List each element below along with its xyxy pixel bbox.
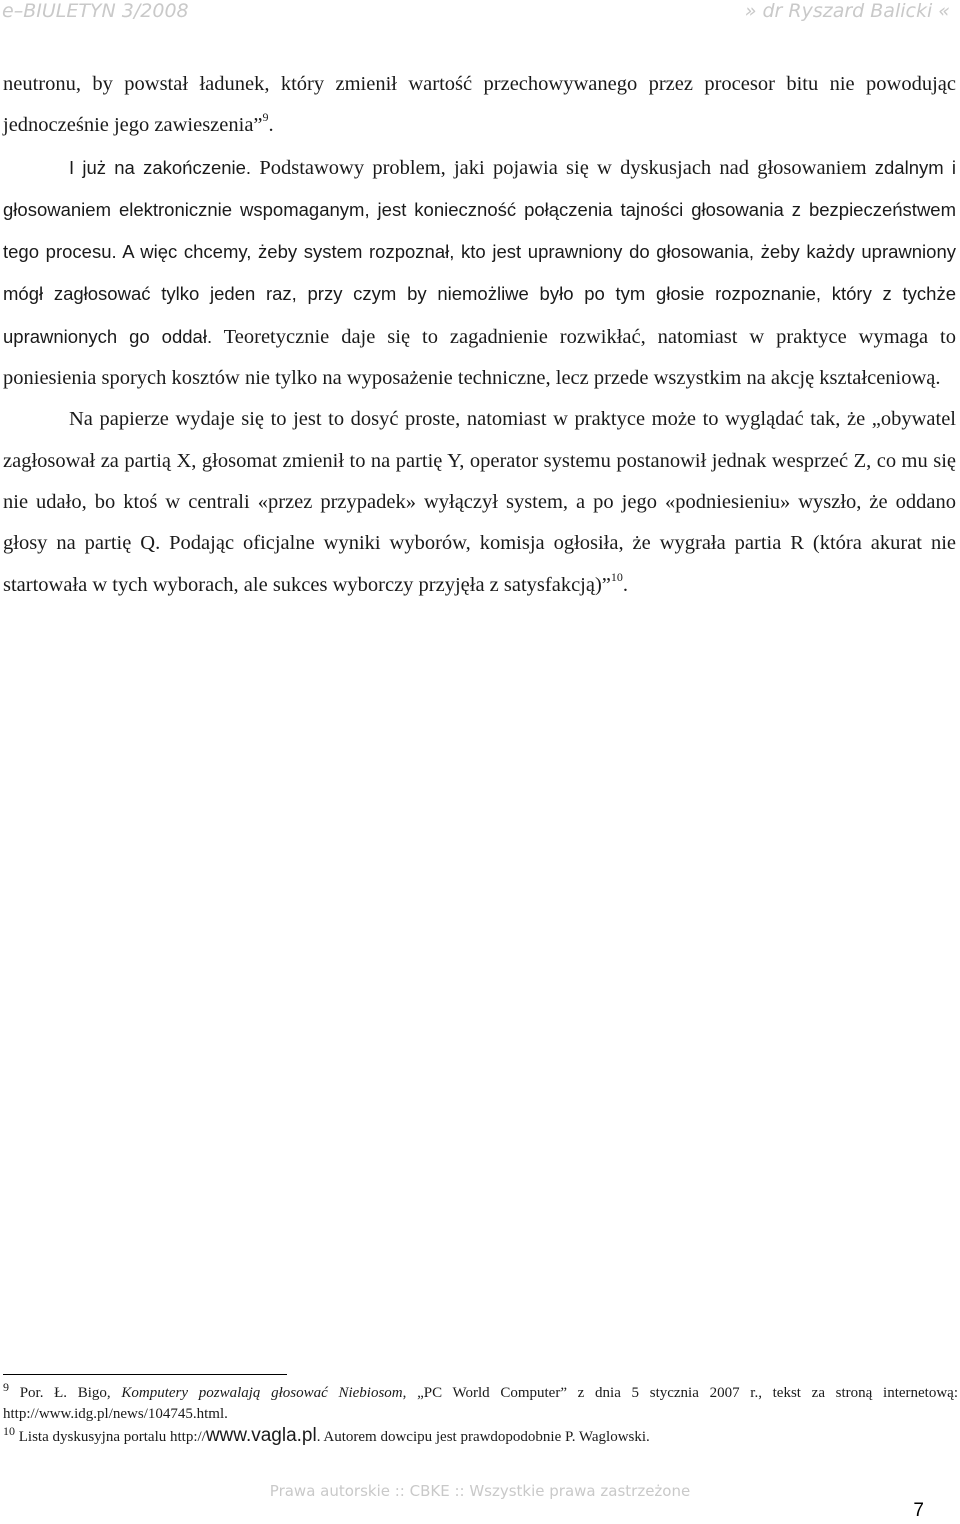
paragraph-2-serif-b: Teoretycznie daje się to zagadnienie rozwikłać, natomiast w praktyce wymaga to poniesienia sporych kosztów nie tylko na wyposażenie techniczne, lecz przede wszystkim na akcję kształceniową. bbox=[3, 325, 956, 390]
copyright-footer: Prawa autorskie :: CBKE :: Wszystkie prawa zastrzeżone bbox=[269, 1482, 691, 1500]
page-number: 7 bbox=[913, 1500, 924, 1521]
footnote-9 bbox=[3, 1380, 958, 1425]
footnote-title: Komputery pozwalają głosować Niebiosom bbox=[121, 1385, 403, 1401]
paragraph-3 bbox=[3, 399, 956, 605]
journal-title: e–BIULETYN 3/2008 bbox=[2, 0, 189, 22]
page-header bbox=[0, 0, 960, 26]
footnote-text: . Autorem dowcipu jest prawdopodobnie P. Waglowski. bbox=[316, 1429, 650, 1445]
paragraph-3-text: Na papierze wydaje się to jest to dosyć proste, natomiast w praktyce może to wyglądać tak, że „obywatel zagłosował za partią X, głosomat zmienił to na partię Y, operator systemu postanowił jednak wesprzeć Z, co mu się nie udało, bo ktoś w centrali «przez przypadek» wyłączył system, a po jego «podniesieniu» wyszło, że oddano głosy na partię Q. Podając oficjalne wyniki wyborów, komisja ogłosiła, że wygrała partia R (która akurat nie startowała w tych wyborach, ale sukces wyborczy przyjęła z satysfakcją)” bbox=[3, 408, 956, 596]
footnote-number: 9 bbox=[3, 1380, 9, 1394]
footnote-ref-10[interactable]: 10 bbox=[610, 569, 623, 584]
footnote-text: Lista dyskusyjna portalu http:// bbox=[15, 1429, 206, 1445]
paragraph-1-text: neutronu, by powstał ładunek, który zmienił wartość przechowywanego przez procesor bitu nie powodując jednocześnie jego zawieszenia” bbox=[3, 73, 956, 137]
footnote-text: , „PC World Computer” z dnia 5 stycznia 2007 r., tekst za stroną internetową: http://www.idg.pl/news/104745.html. bbox=[3, 1385, 958, 1422]
paragraph-1-end: . bbox=[268, 114, 274, 137]
footnote-text: Por. Ł. Bigo, bbox=[9, 1385, 122, 1401]
footnote-ref-9[interactable]: 9 bbox=[262, 110, 269, 125]
vagla-link[interactable]: www.vagla.pl bbox=[205, 1425, 317, 1446]
footnote-number: 10 bbox=[3, 1424, 15, 1438]
paragraph-2-sans: zdalnym i głosowaniem elektronicznie wspomaganym, jest konieczność połączenia tajności głosowania z bezpieczeństwem tego procesu. A więc chcemy, żeby system rozpoznał, kto jest uprawniony do głosowania, żeby każdy uprawniony mógł zagłosować tylko jeden raz, przy czym by niemożliwe było po tym głosie rozpoznanie, który z tychże uprawnionych go oddał. bbox=[3, 156, 957, 347]
paragraph-1 bbox=[3, 64, 956, 147]
footnote-divider bbox=[3, 1374, 287, 1375]
footnote-10 bbox=[3, 1425, 958, 1448]
author-name: » dr Ryszard Balicki « bbox=[744, 0, 950, 22]
article-body bbox=[3, 64, 956, 606]
paragraph-2 bbox=[3, 147, 956, 400]
paragraph-2-lead: I już na zakończenie. bbox=[69, 156, 260, 178]
paragraph-2-serif-a: Podstawowy problem, jaki pojawia się w dyskusjach nad głosowaniem bbox=[259, 156, 875, 179]
footnotes bbox=[3, 1380, 958, 1448]
paragraph-3-end: . bbox=[622, 573, 629, 596]
